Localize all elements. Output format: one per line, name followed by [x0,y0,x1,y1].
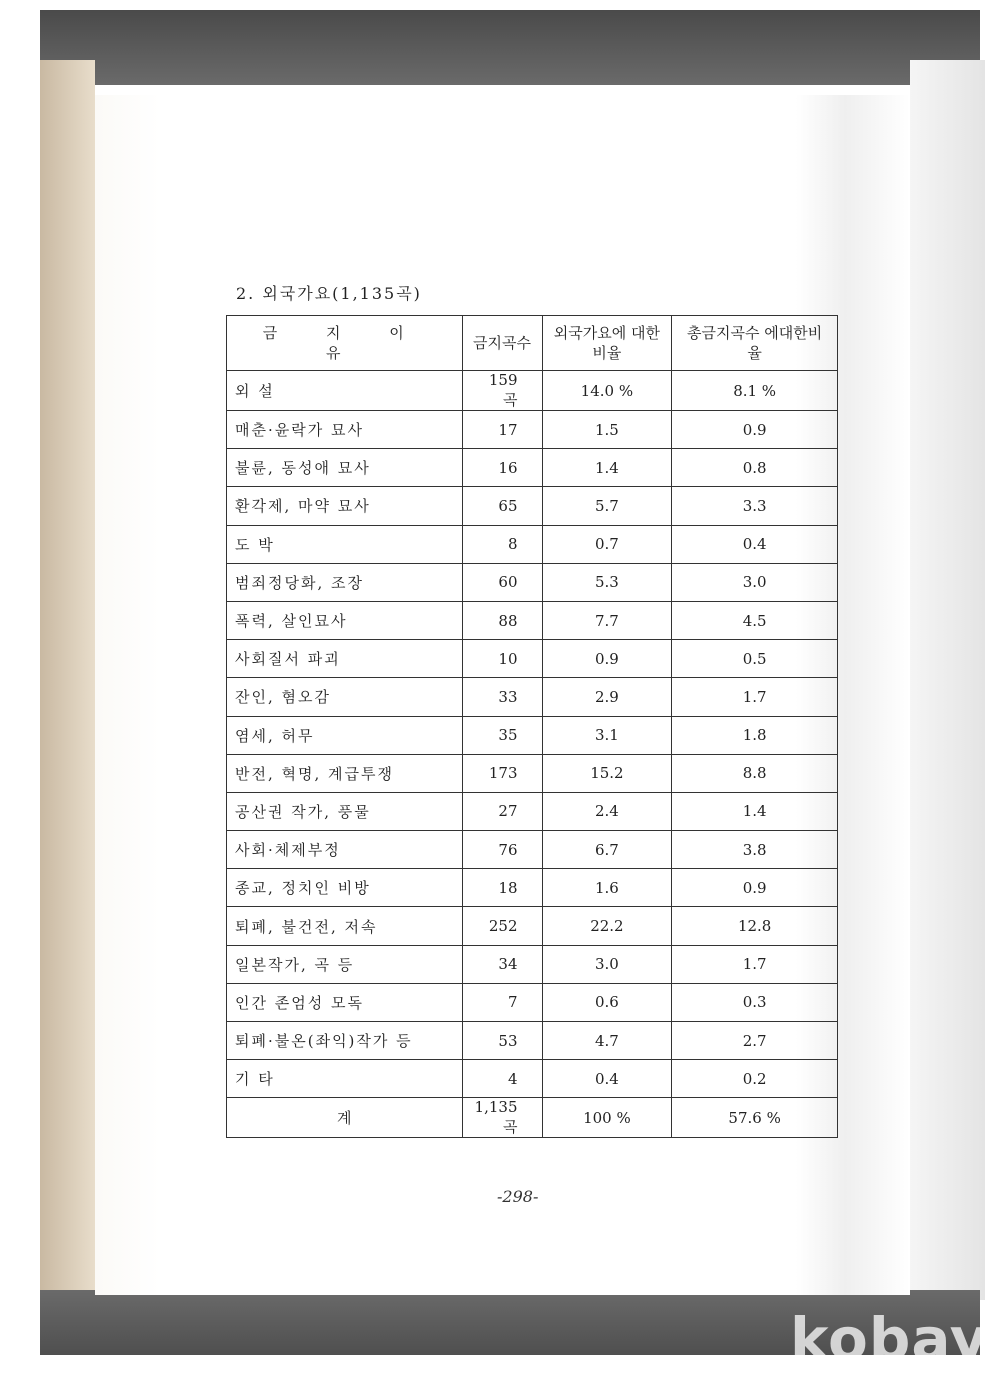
cell-pct-total: 8.1 % [672,371,838,411]
cell-reason: 매춘·윤락가 묘사 [227,411,463,449]
cell-pct-foreign: 5.7 [542,487,672,525]
banned-songs-table [226,315,838,1138]
cell-pct-foreign: 5.3 [542,563,672,601]
cell-reason: 인간 존엄성 모독 [227,983,463,1021]
cell-pct-foreign: 2.4 [542,792,672,830]
table-row [227,449,838,487]
cell-pct-total: 12.8 [672,907,838,945]
cell-reason: 사회질서 파괴 [227,640,463,678]
table-row [227,1060,838,1098]
cell-pct-total: 1.8 [672,716,838,754]
cell-pct-foreign: 7.7 [542,601,672,639]
cell-reason: 잔인, 혐오감 [227,678,463,716]
table-row [227,487,838,525]
cell-count: 4 [462,1060,542,1098]
cell-count: 35 [462,716,542,754]
table-row [227,525,838,563]
cell-pct-total: 0.3 [672,983,838,1021]
cell-reason: 퇴폐·불온(좌익)작가 등 [227,1022,463,1060]
cell-pct-foreign: 0.6 [542,983,672,1021]
watermark-logo: kobay [790,1305,989,1373]
header-pct-foreign: 외국가요에 대한 비율 [542,316,672,371]
table-row [227,1022,838,1060]
cell-pct-foreign: 6.7 [542,831,672,869]
cell-count: 159 곡 [462,371,542,411]
cell-reason: 폭력, 살인묘사 [227,601,463,639]
table-row [227,411,838,449]
cell-count: 76 [462,831,542,869]
section-title: 2. 외국가요(1,135곡) [236,284,422,303]
table-row [227,831,838,869]
cell-pct-foreign: 1.5 [542,411,672,449]
book-cover-top [40,10,980,85]
cell-pct-total: 0.8 [672,449,838,487]
table-body [227,371,838,1098]
total-pct-foreign: 100 % [542,1098,672,1138]
cell-count: 18 [462,869,542,907]
table-row [227,754,838,792]
cell-pct-foreign: 1.6 [542,869,672,907]
cell-pct-foreign: 0.9 [542,640,672,678]
total-count: 1,135 곡 [462,1098,542,1138]
cell-pct-total: 4.5 [672,601,838,639]
cell-count: 60 [462,563,542,601]
cell-count: 173 [462,754,542,792]
cell-reason: 범죄정당화, 조장 [227,563,463,601]
cell-count: 53 [462,1022,542,1060]
cell-pct-total: 3.3 [672,487,838,525]
cell-reason: 도 박 [227,525,463,563]
table-row [227,640,838,678]
cell-reason: 기 타 [227,1060,463,1098]
cell-count: 88 [462,601,542,639]
cell-reason: 퇴폐, 불건전, 저속 [227,907,463,945]
table-row [227,678,838,716]
cell-pct-total: 8.8 [672,754,838,792]
page-number: -298- [497,1187,539,1206]
cell-pct-foreign: 22.2 [542,907,672,945]
cell-pct-foreign: 3.0 [542,945,672,983]
cell-reason: 종교, 정치인 비방 [227,869,463,907]
cell-count: 10 [462,640,542,678]
cell-count: 16 [462,449,542,487]
table-row [227,907,838,945]
table-row [227,983,838,1021]
cell-count: 252 [462,907,542,945]
table-row [227,945,838,983]
cell-pct-foreign: 15.2 [542,754,672,792]
table-row [227,869,838,907]
header-count: 금지곡수 [462,316,542,371]
cell-pct-foreign: 3.1 [542,716,672,754]
cell-pct-foreign: 0.7 [542,525,672,563]
cell-reason: 불륜, 동성애 묘사 [227,449,463,487]
table-header-row [227,316,838,371]
cell-reason: 공산권 작가, 풍물 [227,792,463,830]
cell-pct-total: 1.4 [672,792,838,830]
cell-pct-total: 3.8 [672,831,838,869]
cell-reason: 염세, 허무 [227,716,463,754]
total-label: 계 [227,1098,463,1138]
cell-count: 7 [462,983,542,1021]
cell-pct-total: 1.7 [672,945,838,983]
cell-pct-total: 2.7 [672,1022,838,1060]
cell-pct-total: 1.7 [672,678,838,716]
table-row [227,716,838,754]
cell-reason: 일본작가, 곡 등 [227,945,463,983]
cell-pct-total: 0.4 [672,525,838,563]
cell-count: 17 [462,411,542,449]
cell-count: 65 [462,487,542,525]
cell-count: 33 [462,678,542,716]
cell-count: 34 [462,945,542,983]
cell-pct-total: 3.0 [672,563,838,601]
table-row [227,563,838,601]
cell-pct-total: 0.9 [672,411,838,449]
cell-pct-total: 0.9 [672,869,838,907]
cell-reason: 사회·체제부정 [227,831,463,869]
cell-reason: 환각제, 마약 묘사 [227,487,463,525]
cell-pct-foreign: 1.4 [542,449,672,487]
cell-reason: 반전, 혁명, 계급투쟁 [227,754,463,792]
cell-count: 8 [462,525,542,563]
table-row [227,371,838,411]
total-pct-total: 57.6 % [672,1098,838,1138]
table-row [227,601,838,639]
table-total-row [227,1098,838,1138]
book-edge-right [910,60,985,1300]
cell-pct-total: 0.2 [672,1060,838,1098]
header-reason: 금 지 이 유 [227,316,463,371]
cell-count: 27 [462,792,542,830]
book-cover-left [40,60,95,1310]
cell-pct-foreign: 2.9 [542,678,672,716]
cell-pct-foreign: 4.7 [542,1022,672,1060]
table-row [227,792,838,830]
cell-pct-foreign: 14.0 % [542,371,672,411]
cell-reason: 외 설 [227,371,463,411]
cell-pct-total: 0.5 [672,640,838,678]
header-pct-total: 총금지곡수 에대한비율 [672,316,838,371]
cell-pct-foreign: 0.4 [542,1060,672,1098]
